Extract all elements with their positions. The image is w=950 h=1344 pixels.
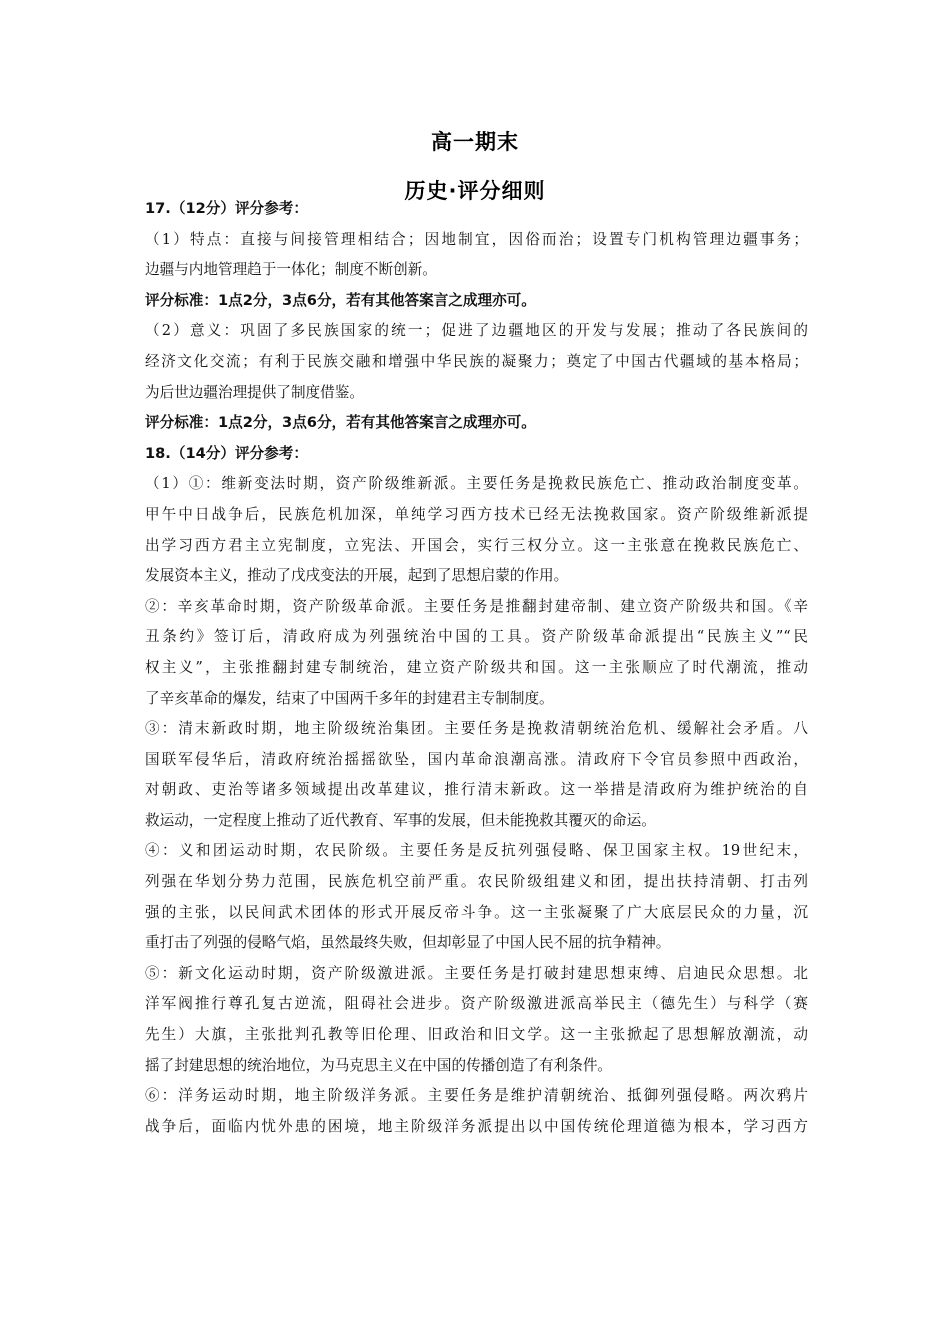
text-line: 摇了封建思想的统治地位，为马克思主义在中国的传播创造了有利条件。: [145, 1056, 613, 1074]
section-heading-line: 17.（12分）评分参考：: [145, 200, 308, 217]
text-line: ⑤：新文化运动时期，资产阶级激进派。主要任务是打破封建思想束缚、启迪民众思想。北: [145, 964, 808, 982]
text-line: 经济文化交流；有利于民族交融和增强中华民族的凝聚力；奠定了中国古代疆域的基本格局；: [145, 352, 808, 370]
text-line: （1）①：维新变法时期，资产阶级维新派。主要任务是挽救民族危亡、推动政治制度变革。: [145, 475, 808, 493]
document-subtitle: 历史·评分细则: [404, 179, 546, 203]
text-line: 重打击了列强的侵略气焰，虽然最终失败，但却彰显了中国人民不屈的抗争精神。: [145, 934, 671, 952]
text-line: ④：义和团运动时期，农民阶级。主要任务是反抗列强侵略、保卫国家主权。19世纪末，: [145, 842, 808, 860]
section-heading-line: 评分标准：1点2分，3点6分，若有其他答案言之成理亦可。: [145, 291, 536, 309]
text-line: 了辛亥革命的爆发，结束了中国两千多年的封建君主专制制度。: [145, 689, 554, 707]
text-line: 权主义”，主张推翻封建专制统治，建立资产阶级共和国。这一主张顺应了时代潮流，推动: [145, 658, 808, 676]
text-line: 对朝政、吏治等诸多领域提出改革建议，推行清末新政。这一举措是清政府为维护统治的自: [145, 781, 808, 799]
text-line: 洋军阀推行尊孔复古逆流，阻碍社会进步。资产阶级激进派高举民主（德先生）与科学（赛: [145, 995, 808, 1013]
text-line: ⑥：洋务运动时期，地主阶级洋务派。主要任务是维护清朝统治、抵御列强侵略。两次鸦片: [145, 1087, 808, 1105]
text-line: 国联军侵华后，清政府统治摇摇欲坠，国内革命浪潮高涨。清政府下令官员参照中西政治，: [145, 750, 808, 768]
text-line: （1）特点：直接与间接管理相结合；因地制宜，因俗而治；设置专门机构管理边疆事务；: [145, 230, 808, 248]
text-line: 列强在华划分势力范围，民族危机空前严重。农民阶级组建义和团，提出扶持清朝、打击列: [145, 873, 808, 891]
text-line: 出学习西方君主立宪制度，立宪法、开国会，实行三权分立。这一主张意在挽救民族危亡、: [145, 536, 808, 554]
text-line: 甲午中日战争后，民族危机加深，单纯学习西方技术已经无法挽救国家。资产阶级维新派提: [145, 505, 808, 523]
section-heading-line: 18.（14分）评分参考：: [145, 444, 308, 462]
section-heading-line: 评分标准：1点2分，3点6分，若有其他答案言之成理亦可。: [145, 414, 536, 432]
text-line: 发展资本主义，推动了戊戌变法的开展，起到了思想启蒙的作用。: [145, 567, 569, 585]
text-line: 强的主张，以民间武术团体的形式开展反帝斗争。这一主张凝聚了广大底层民众的力量，沉: [145, 903, 808, 921]
text-line: ③：清末新政时期，地主阶级统治集团。主要任务是挽救清朝统治危机、缓解社会矛盾。八: [145, 720, 808, 738]
text-line: ②：辛亥革命时期，资产阶级革命派。主要任务是推翻封建帝制、建立资产阶级共和国。《辛: [145, 597, 808, 615]
text-line: 边疆与内地管理趋于一体化；制度不断创新。: [145, 261, 437, 279]
text-line: 战争后，面临内忧外患的困境，地主阶级洋务派提出以中国传统伦理道德为根本，学习西方: [145, 1117, 808, 1135]
text-line: 先生）大旗，主张批判孔教等旧伦理、旧政治和旧文学。这一主张掀起了思想解放潮流，动: [145, 1026, 808, 1044]
text-line: （2）意义：巩固了多民族国家的统一；促进了边疆地区的开发与发展；推动了各民族间的: [145, 322, 808, 340]
document-body: [145, 194, 808, 1142]
document-title: 高一期末: [431, 130, 519, 154]
text-line: 为后世边疆治理提供了制度借鉴。: [145, 383, 364, 401]
text-line: 救运动，一定程度上推动了近代教育、军事的发展，但未能挽救其覆灭的命运。: [145, 811, 656, 829]
text-line: 丑条约》签订后，清政府成为列强统治中国的工具。资产阶级革命派提出“民族主义”“民: [145, 628, 808, 646]
